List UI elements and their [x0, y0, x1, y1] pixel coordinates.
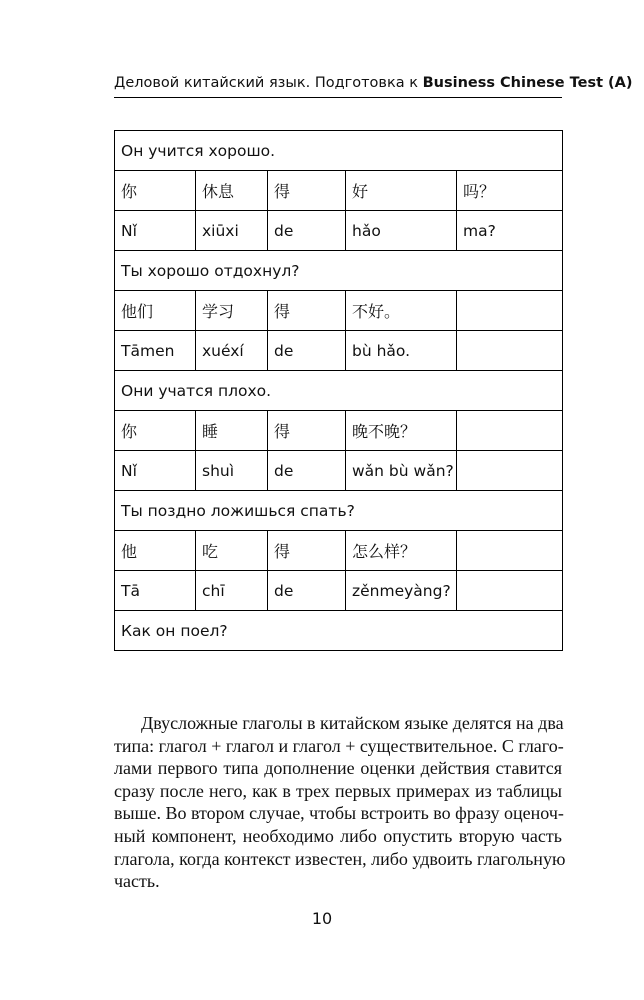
hanzi-cell [457, 531, 563, 571]
running-head [114, 72, 633, 94]
pinyin-cell: de [268, 211, 346, 251]
pinyin-row [115, 571, 563, 611]
table-body [115, 131, 563, 651]
pinyin-cell: hǎo [346, 211, 457, 251]
pinyin-cell: Tā [115, 571, 196, 611]
pinyin-cell: zěnmeyàng? [346, 571, 457, 611]
translation-row [115, 611, 563, 651]
running-head-bold: Business Chinese Test (A) [422, 75, 633, 91]
hanzi-cell: 晚不晚？ [346, 411, 457, 451]
translation-cell: Он учится хорошо. [115, 131, 563, 171]
pinyin-cell: wǎn bù wǎn? [346, 451, 457, 491]
hanzi-cell: 得 [268, 411, 346, 451]
pinyin-cell: de [268, 451, 346, 491]
pinyin-cell [457, 331, 563, 371]
header-rule [114, 97, 562, 98]
pinyin-cell: de [268, 571, 346, 611]
paragraph-line: часть. [114, 871, 160, 892]
pinyin-cell: shuì [196, 451, 268, 491]
hanzi-row [115, 291, 563, 331]
hanzi-cell: 得 [268, 291, 346, 331]
pinyin-row [115, 331, 563, 371]
hanzi-cell: 你 [115, 171, 196, 211]
hanzi-row [115, 411, 563, 451]
hanzi-cell: 好 [346, 171, 457, 211]
paragraph-line: глагола, когда контекст известен, либо удвоить глагольную [114, 848, 566, 869]
hanzi-cell: 你 [115, 411, 196, 451]
paragraph-line: типа: глагол + глагол и глагол + существительное. С глаго- [114, 735, 564, 756]
translation-cell: Ты поздно ложишься спать? [115, 491, 563, 531]
pinyin-cell: xuéxí [196, 331, 268, 371]
hanzi-cell: 不好。 [346, 291, 457, 331]
translation-cell: Они учатся плохо. [115, 371, 563, 411]
hanzi-cell: 他们 [115, 291, 196, 331]
page-number: 10 [311, 909, 333, 928]
hanzi-cell: 吃 [196, 531, 268, 571]
translation-cell: Как он поел? [115, 611, 563, 651]
hanzi-cell [457, 291, 563, 331]
pinyin-cell: Nǐ [115, 451, 196, 491]
pinyin-cell: Tāmen [115, 331, 196, 371]
hanzi-cell: 他 [115, 531, 196, 571]
translation-cell: Ты хорошо отдохнул? [115, 251, 563, 291]
hanzi-cell: 吗？ [457, 171, 563, 211]
pinyin-cell: de [268, 331, 346, 371]
paragraph-line: ный компонент, необходимо либо опустить вторую часть [114, 825, 562, 846]
translation-row [115, 251, 563, 291]
hanzi-cell: 得 [268, 171, 346, 211]
pinyin-cell: xiūxi [196, 211, 268, 251]
body-paragraph [114, 712, 566, 893]
translation-row [115, 491, 563, 531]
pinyin-cell: chī [196, 571, 268, 611]
pinyin-row [115, 451, 563, 491]
hanzi-cell: 得 [268, 531, 346, 571]
translation-row [115, 371, 563, 411]
running-head-text: Деловой китайский язык. Подготовка к [114, 75, 423, 91]
hanzi-row [115, 171, 563, 211]
hanzi-cell [457, 411, 563, 451]
example-table [114, 130, 563, 651]
pinyin-cell: bù hǎo. [346, 331, 457, 371]
paragraph-line: выше. Во втором случае, чтобы встроить во фразу оценоч- [114, 803, 564, 824]
hanzi-cell: 怎么样？ [346, 531, 457, 571]
hanzi-cell: 睡 [196, 411, 268, 451]
hanzi-cell: 学习 [196, 291, 268, 331]
hanzi-row [115, 531, 563, 571]
hanzi-cell: 休息 [196, 171, 268, 211]
paragraph-line: лами первого типа дополнение оценки действия ставится [114, 758, 562, 779]
pinyin-cell [457, 451, 563, 491]
paragraph-line: сразу после него, как в трех первых примерах из таблицы [114, 780, 562, 801]
pinyin-row [115, 211, 563, 251]
pinyin-cell: ma? [457, 211, 563, 251]
pinyin-cell: Nǐ [115, 211, 196, 251]
translation-row [115, 131, 563, 171]
pinyin-cell [457, 571, 563, 611]
paragraph-line: Двусложные глаголы в китайском языке делятся на два [141, 713, 564, 733]
